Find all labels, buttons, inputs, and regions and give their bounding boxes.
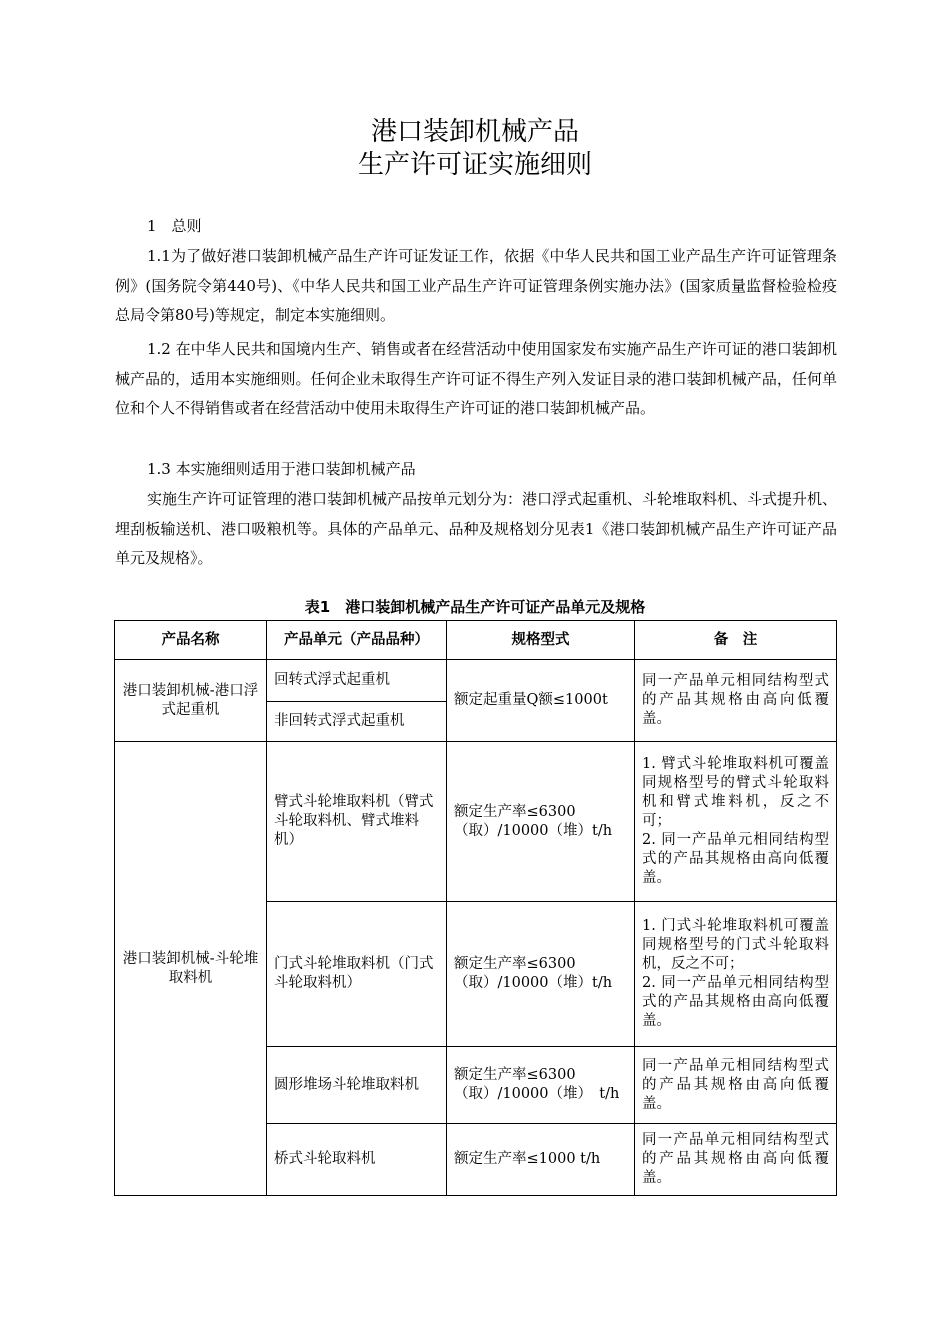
header-spec: 规格型式 (447, 621, 635, 660)
paragraph-1-3: 1.3 本实施细则适用于港口装卸机械产品 (147, 460, 416, 478)
product-unit-table (114, 620, 837, 1196)
cell-spec: 额定起重量Q额≤1000t (447, 660, 635, 742)
table-header-row (115, 621, 837, 660)
header-product-name: 产品名称 (115, 621, 267, 660)
document-title-line1: 港口装卸机械产品 (370, 117, 579, 147)
paragraph-1-2: 1.2 在中华人民共和国境内生产、销售或者在经营活动中使用国家发布实施产品生产许可证的港口装卸机械产品的，适用本实施细则。任何企业未取得生产许可证不得生产列入发证目录的港口装卸机械产品，任何单位和个人不得销售或者在经营活动中使用未取得生产许可证的港口装卸机械产品。 (115, 340, 837, 417)
cell-note: 同一产品单元相同结构型式的产品其规格由高向低覆盖。 (635, 660, 837, 742)
cell-spec: 额定生产率≤6300（取）/10000（堆）t/h (447, 902, 635, 1047)
section-heading-general: 1 总则 (147, 217, 202, 235)
cell-note: 1. 臂式斗轮堆取料机可覆盖同规格型号的臂式斗轮取料机和臂式堆料机，反之不可； 2. 同一产品单元相同结构型式的产品其规格由高向低覆盖。 (635, 742, 837, 902)
table-caption: 表1 港口装卸机械产品生产许可证产品单元及规格 (304, 598, 646, 616)
cell-product-name: 港口装卸机械-港口浮式起重机 (115, 660, 267, 742)
cell-note: 同一产品单元相同结构型式的产品其规格由高向低覆盖。 (635, 1047, 837, 1124)
cell-product-unit: 臂式斗轮堆取料机（臂式斗轮取料机、臂式堆料机） (267, 742, 447, 902)
cell-product-unit: 圆形堆场斗轮堆取料机 (267, 1047, 447, 1124)
paragraph-1-3-detail: 实施生产许可证管理的港口装卸机械产品按单元划分为：港口浮式起重机、斗轮堆取料机、斗式提升机、埋刮板输送机、港口吸粮机等。具体的产品单元、品种及规格划分见表1《港口装卸机械产品生产许可证产品单元及规格》。 (115, 490, 838, 567)
header-product-unit: 产品单元（产品品种） (267, 621, 447, 660)
cell-product-unit: 桥式斗轮取料机 (267, 1124, 447, 1196)
cell-product-unit: 非回转式浮式起重机 (267, 702, 447, 742)
cell-product-name: 港口装卸机械-斗轮堆取料机 (115, 742, 267, 1196)
cell-note: 1. 门式斗轮堆取料机可覆盖同规格型号的门式斗轮取料机，反之不可； 2. 同一产品单元相同结构型式的产品其规格由高向低覆盖。 (635, 902, 837, 1047)
cell-spec: 额定生产率≤6300（取）/10000（堆） t/h (447, 1047, 635, 1124)
table-row (115, 742, 837, 902)
cell-product-unit: 门式斗轮堆取料机（门式斗轮取料机） (267, 902, 447, 1047)
cell-spec: 额定生产率≤6300（取）/10000（堆）t/h (447, 742, 635, 902)
header-note: 备 注 (635, 621, 837, 660)
paragraph-1-1: 1.1为了做好港口装卸机械产品生产许可证发证工作，依据《中华人民共和国工业产品生产许可证管理条例》(国务院令第440号)、《中华人民共和国工业产品生产许可证管理条例实施办法》(国家质量监督检验检疫总局令第80号)等规定，制定本实施细则。 (115, 247, 837, 324)
document-title-line2: 生产许可证实施细则 (357, 150, 592, 180)
table-row (115, 660, 837, 702)
cell-product-unit: 回转式浮式起重机 (267, 660, 447, 702)
cell-spec: 额定生产率≤1000 t/h (447, 1124, 635, 1196)
cell-note: 同一产品单元相同结构型式的产品其规格由高向低覆盖。 (635, 1124, 837, 1196)
